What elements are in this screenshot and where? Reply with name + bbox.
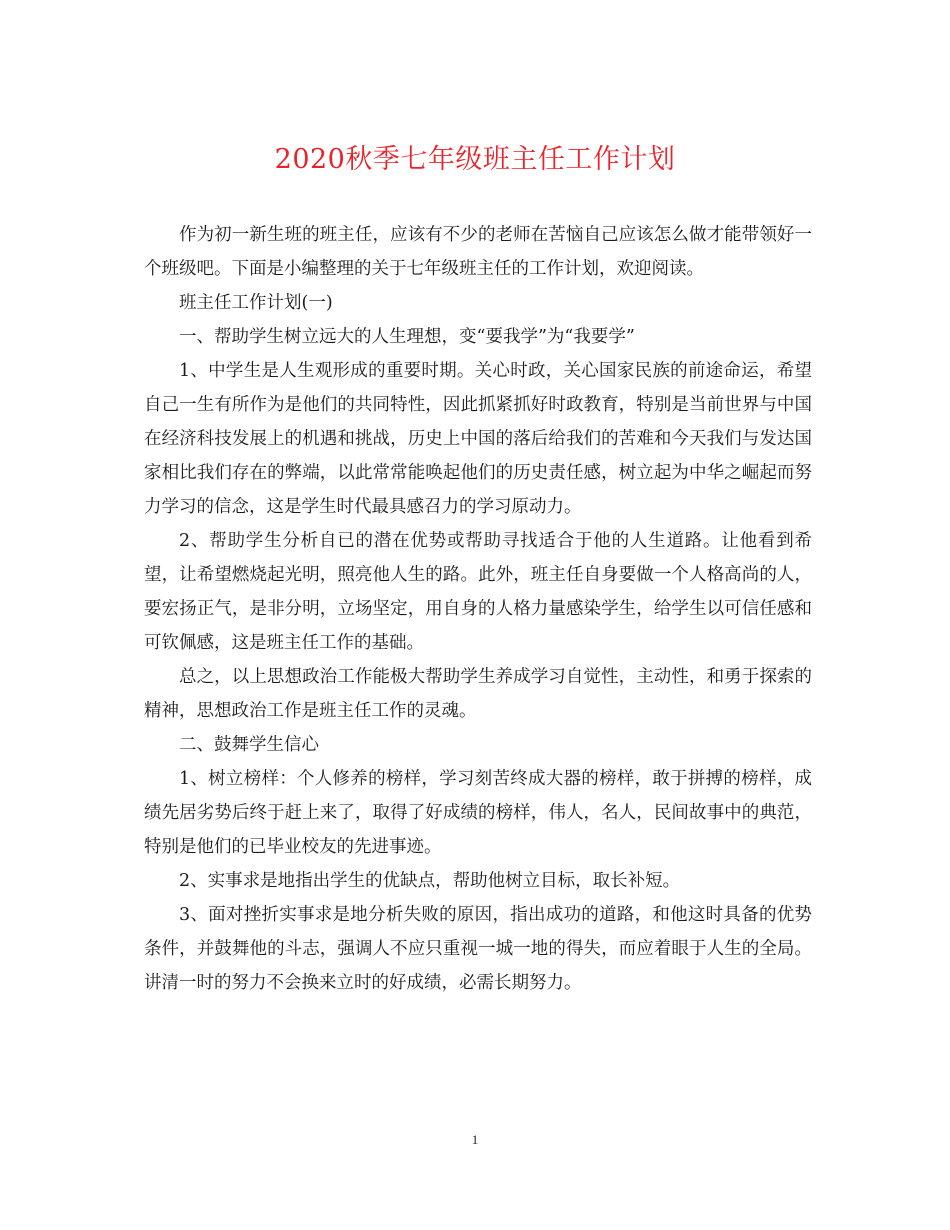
document-title: 2020秋季七年级班主任工作计划 — [274, 144, 676, 175]
section-heading-confidence: 二、鼓舞学生信心 — [179, 735, 319, 755]
paragraph-item-1: 1、中学生是人生观形成的重要时期。关心时政，关心国家民族的前途命运，希望自己一生有所作为是他们的共同特性，因此抓紧抓好时政教育，特别是当前世界与中国在经济科技发展上的机遇和挑战，历史上中国的落后给我们的苦难和今天我们与发达国家相比我们存在的弊端，以此常常能唤起他们的历史责任感，树立起为中华之崛起而努力学习的信念，这是学生时代最具感召力的学习原动力。 — [144, 361, 812, 517]
paragraph-confidence-1: 1、树立榜样：个人修养的榜样，学习刻苦终成大器的榜样，敢于拼搏的榜样，成绩先居劣势后终于赶上来了，取得了好成绩的榜样，伟人，名人，民间故事中的典范，特别是他们的已毕业校友的先进事迹。 — [144, 769, 812, 857]
page-number: 1 — [471, 1132, 479, 1147]
paragraph-confidence-2: 2、实事求是地指出学生的优缺点，帮助他树立目标，取长补短。 — [179, 871, 681, 891]
paragraph-intro: 作为初一新生班的班主任，应该有不少的老师在苦恼自己应该怎么做才能带领好一个班级吧。下面是小编整理的关于七年级班主任的工作计划，欢迎阅读。 — [144, 225, 812, 279]
paragraph-confidence-3: 3、面对挫折实事求是地分析失败的原因，指出成功的道路，和他这时具备的优势条件，并鼓舞他的斗志，强调人不应只重视一城一地的得失，而应着眼于人生的全局。讲清一时的努力不会换来立时的好成绩，必需长期努力。 — [144, 905, 812, 993]
section-heading-ideals: 一、帮助学生树立远大的人生理想，变“要我学”为“我要学” — [179, 327, 635, 347]
paragraph-summary: 总之，以上思想政治工作能极大帮助学生养成学习自觉性，主动性，和勇于探索的精神，思想政治工作是班主任工作的灵魂。 — [144, 667, 812, 721]
section-heading-plan-1: 班主任工作计划(一) — [179, 293, 333, 313]
document-body — [144, 218, 812, 1000]
paragraph-item-2: 2、帮助学生分析自已的潜在优势或帮助寻找适合于他的人生道路。让他看到希望，让希望燃烧起光明，照亮他人生的路。此外，班主任自身要做一个人格高尚的人，要宏扬正气，是非分明，立场坚定，用自身的人格力量感染学生，给学生以可信任感和可钦佩感，这是班主任工作的基础。 — [144, 531, 812, 653]
